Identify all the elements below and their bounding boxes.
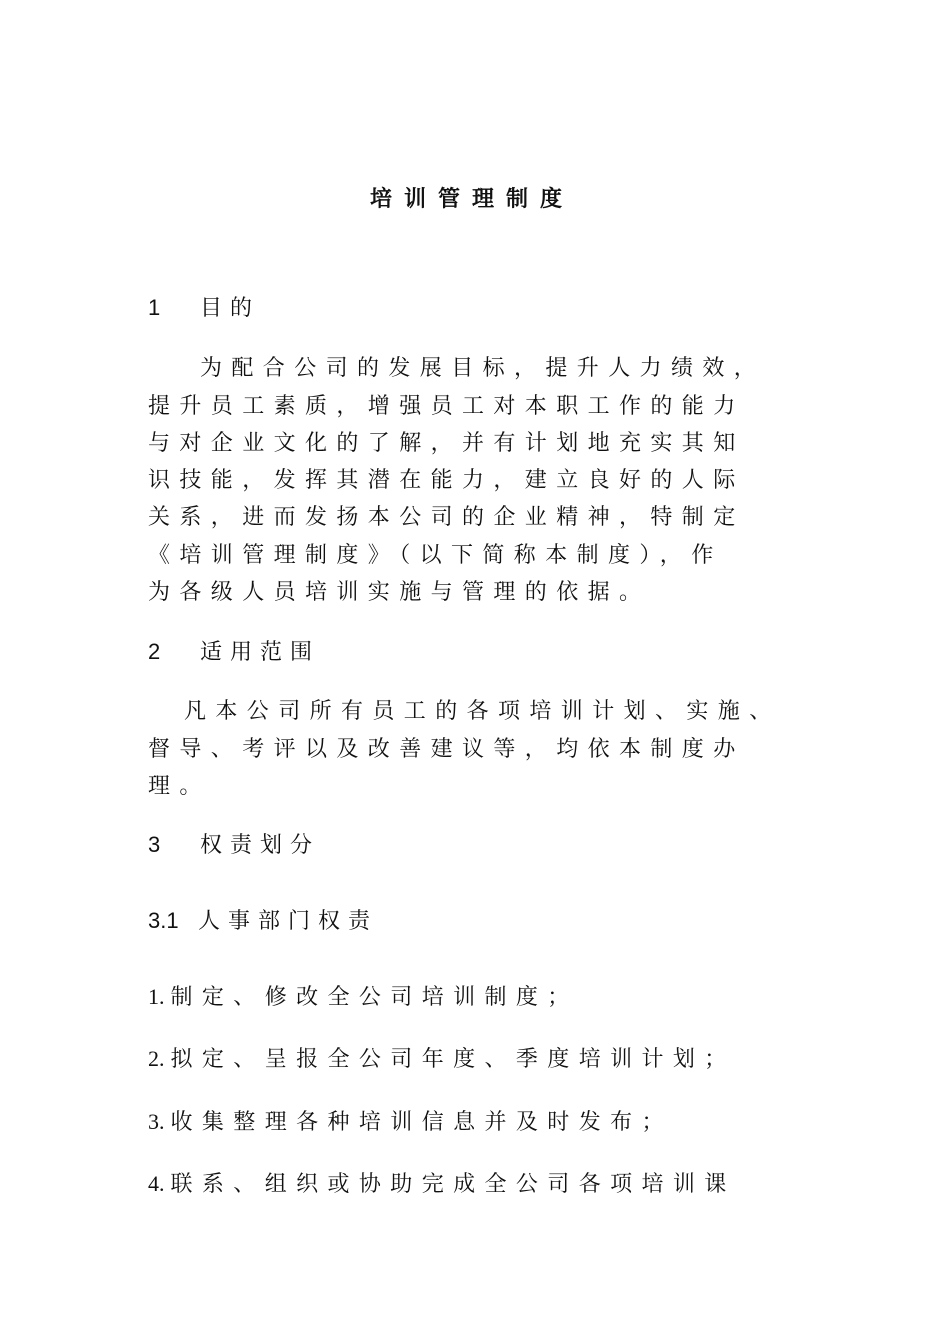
section-heading-text: 权责划分 — [200, 833, 321, 858]
list-item — [148, 1043, 736, 1076]
section-number: 1 — [148, 295, 161, 320]
paragraph-line: 凡本公司所有员工的各项培训计划、实施、 — [184, 699, 781, 724]
list-item — [148, 1168, 736, 1201]
list-item-number: 4. — [148, 1171, 165, 1196]
section-heading-2 — [148, 636, 320, 669]
section-heading-text: 目的 — [200, 296, 261, 321]
list-item-number: 1. — [148, 984, 165, 1009]
section-number: 3 — [148, 832, 161, 857]
subsection-heading — [148, 905, 378, 938]
subsection-heading-text: 人事部门权责 — [198, 909, 379, 934]
list-item — [148, 1106, 673, 1139]
paragraph-line: 为配合公司的发展目标，提升人力绩效， — [200, 356, 766, 381]
paragraph-line: 《培训管理制度》（以下简称本制度），作 — [148, 543, 723, 568]
paragraph-line: 提升员工素质，增强员工对本职工作的能力 — [148, 394, 745, 419]
paragraph-line: 关系，进而发扬本公司的企业精神，特制定 — [148, 505, 745, 530]
document-title: 培训管理制度 — [369, 187, 574, 212]
subsection-number: 3.1 — [148, 908, 179, 933]
list-item-text: 联系、组织或协助完成全公司各项培训课 — [170, 1172, 736, 1197]
paragraph-line: 为各级人员培训实施与管理的依据。 — [148, 580, 651, 605]
list-item-text: 收集整理各种培训信息并及时发布； — [170, 1110, 673, 1135]
paragraph-line: 与对企业文化的了解，并有计划地充实其知 — [148, 431, 745, 456]
section-number: 2 — [148, 639, 161, 664]
paragraph-line: 理。 — [148, 774, 211, 799]
section-heading-3 — [148, 829, 320, 862]
list-item — [148, 981, 579, 1014]
list-item-number: 3. — [148, 1109, 165, 1134]
paragraph-line: 识技能，发挥其潜在能力，建立良好的人际 — [148, 468, 745, 493]
section-heading-1 — [148, 292, 260, 325]
list-item-number: 2. — [148, 1046, 165, 1071]
paragraph-line: 督导、考评以及改善建议等，均依本制度办 — [148, 737, 745, 762]
list-item-text: 制定、修改全公司培训制度； — [170, 985, 579, 1010]
list-item-text: 拟定、呈报全公司年度、季度培训计划； — [170, 1047, 736, 1072]
section-heading-text: 适用范围 — [200, 640, 321, 665]
